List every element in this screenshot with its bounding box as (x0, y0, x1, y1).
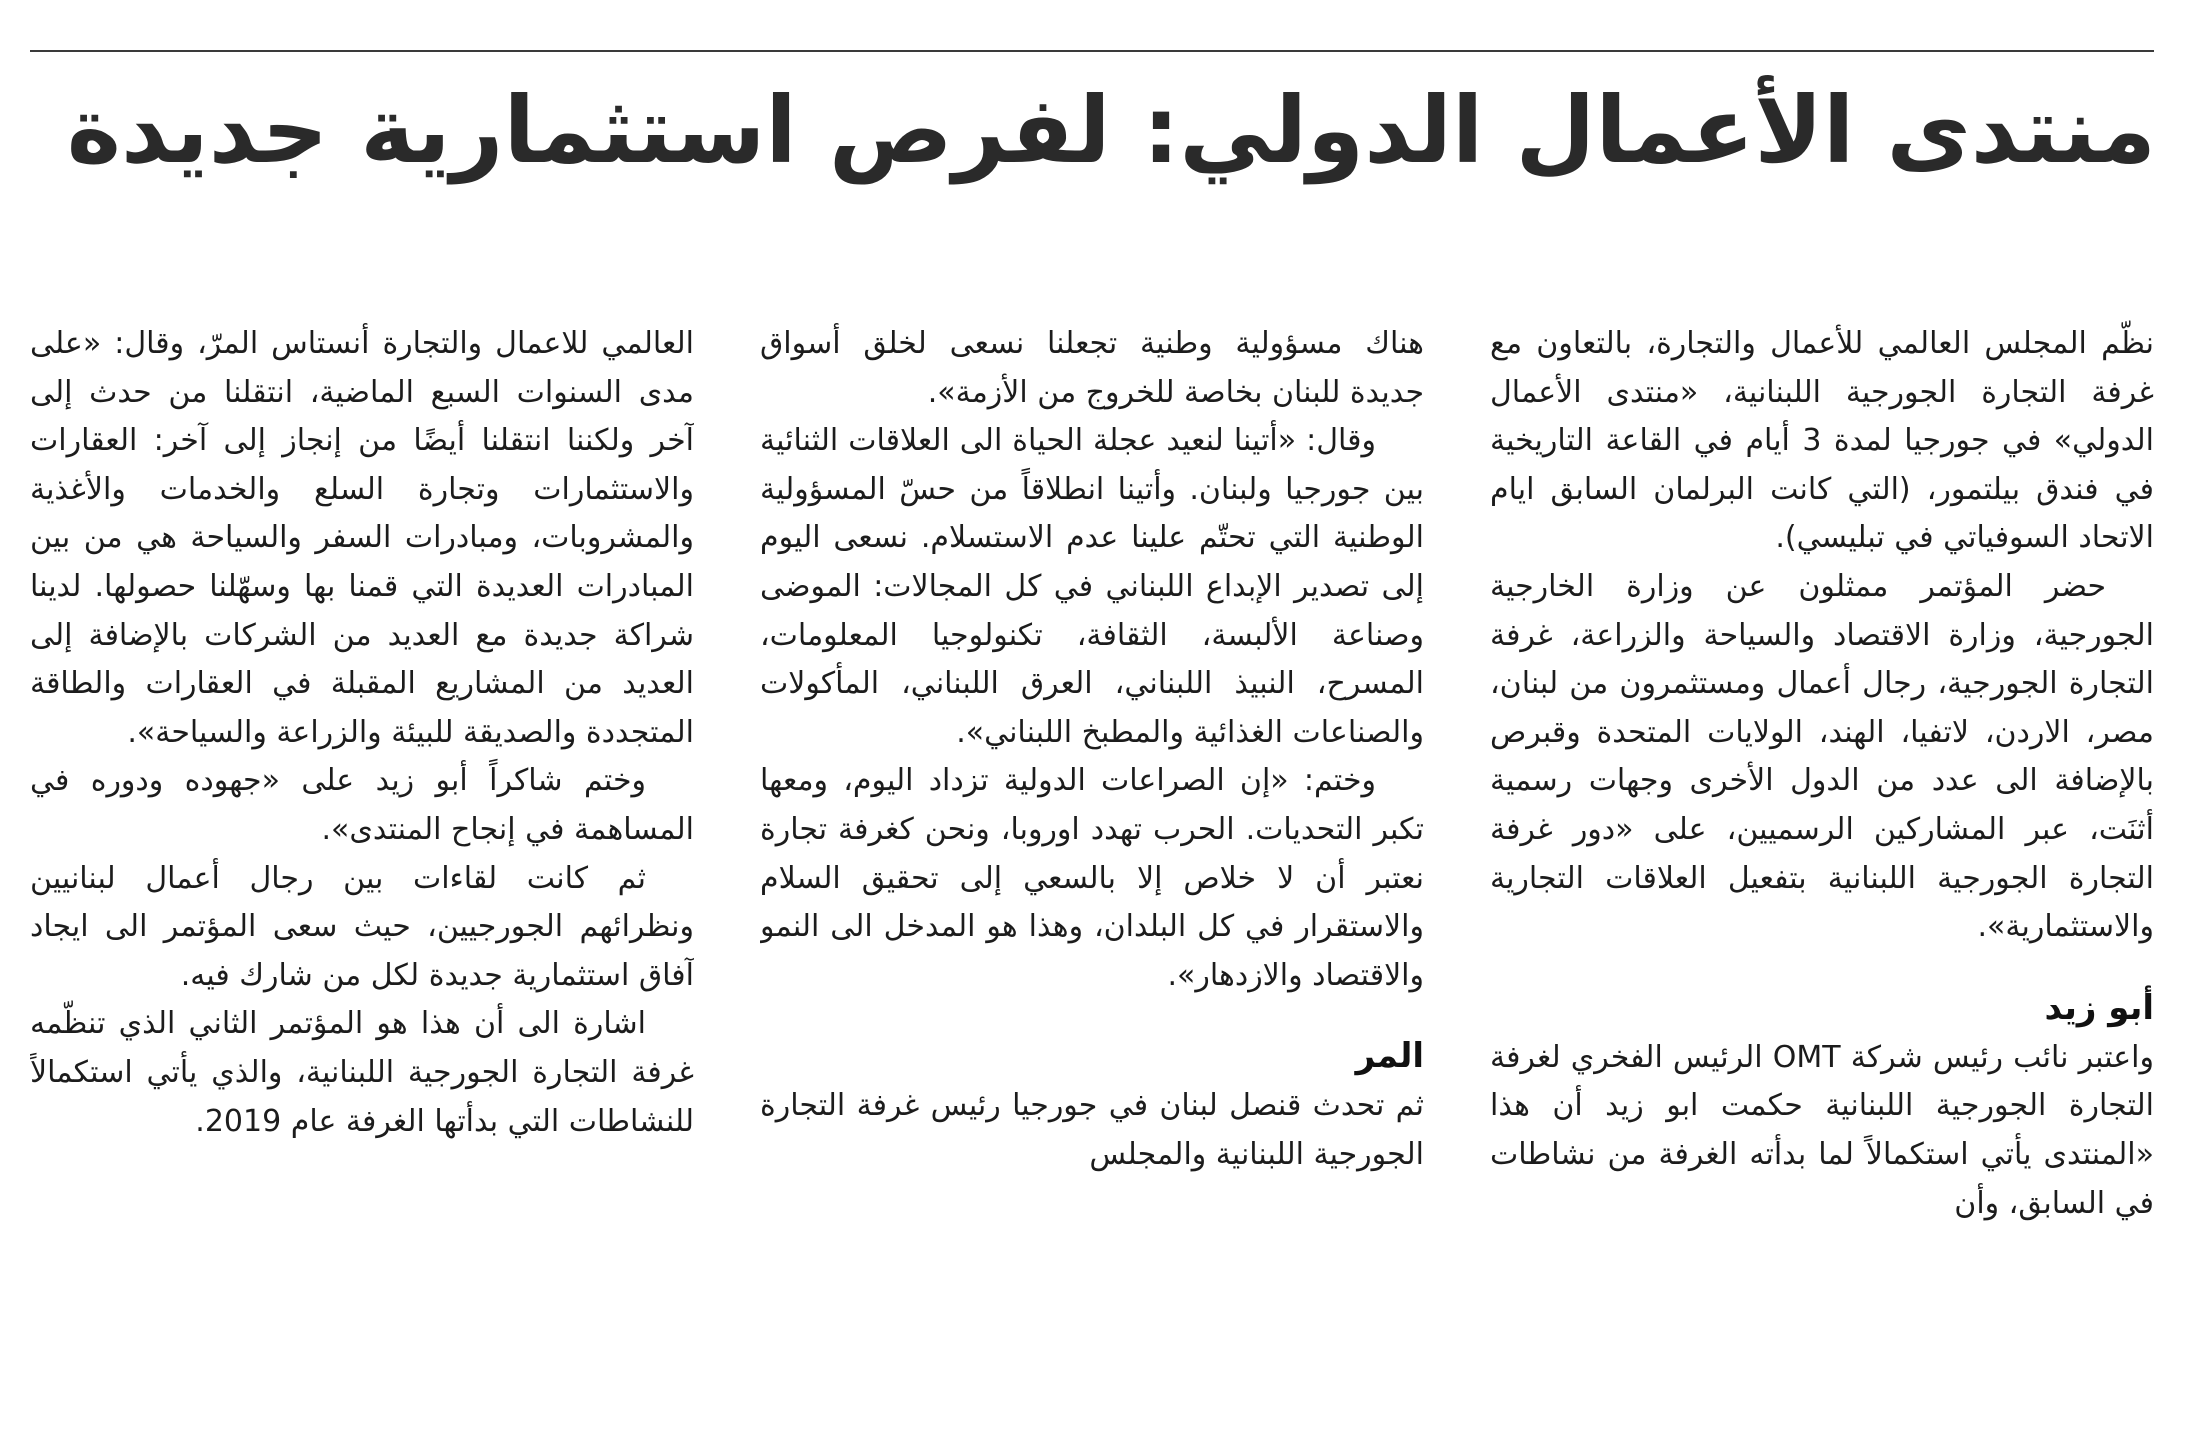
paragraph: اشارة الى أن هذا هو المؤتمر الثاني الذي تنظّمه غرفة التجارة الجورجية اللبنانية، والذي يأتي استكمالاً للنشاطات التي بدأتها الغرفة عام 2019. (30, 1006, 694, 1139)
article-headline: منتدى الأعمال الدولي: لفرص استثمارية جديدة (66, 77, 2156, 184)
paragraph: العالمي للاعمال والتجارة أنستاس المرّ، وقال: «على مدى السنوات السبع الماضية، انتقلنا من حدث إلى آخر ولكننا انتقلنا أيضًا من إنجاز إلى آخر: العقارات والاستثمارات وتجارة السلع والخدمات والأغذية والمشروبات، ومبادرات السفر والسياحة هي من بين المبادرات العديدة التي قمنا بها وسهّلنا حصولها. لدينا شراكة جديدة مع العديد من الشركات بالإضافة إلى العديد من المشاريع المقبلة في العقارات والطاقة المتجددة والصديقة للبيئة والزراعة والسياحة». (30, 326, 694, 750)
paragraph: حضر المؤتمر ممثلون عن وزارة الخارجية الجورجية، وزارة الاقتصاد والسياحة والزراعة، غرفة التجارة الجورجية، رجال أعمال ومستثمرون من لبنان، مصر، الاردن، لاتفيا، الهند، الولايات المتحدة وقبرص بالإضافة الى عدد من الدول الأخرى وجهات رسمية أثنَت، عبر المشاركين الرسميين، على «دور غرفة التجارة الجورجية اللبنانية بتفعيل العلاقات التجارية والاستثمارية». (1490, 568, 2154, 945)
paragraph: وختم: «إن الصراعات الدولية تزداد اليوم، ومعها تكبر التحديات. الحرب تهدد اوروبا، ونحن كغرفة تجارة نعتبر أن لا خلاص إلا بالسعي إلى تحقيق السلام والاستقرار في كل البلدان، وهذا هو المدخل الى النمو والاقتصاد والازدهار». (760, 763, 1424, 993)
paragraph: وختم شاكراً أبو زيد على «جهوده ودوره في المساهمة في إنجاح المنتدى». (30, 763, 694, 847)
paragraph: ثم كانت لقاءات بين رجال أعمال لبنانيين ونظرائهم الجورجيين، حيث سعى المؤتمر الى ايجاد آفاق استثمارية جديدة لكل من شارك فيه. (30, 860, 694, 993)
paragraph: وقال: «أتينا لنعيد عجلة الحياة الى العلاقات الثنائية بين جورجيا ولبنان. وأتينا انطلاقاً من حسّ المسؤولية الوطنية التي تحتّم علينا عدم الاستسلام. نسعى اليوم إلى تصدير الإبداع اللبناني في كل المجالات: الموضى وصناعة الألبسة، الثقافة، تكنولوجيا المعلومات، المسرح، النبيذ اللبناني، العرق اللبناني، المأكولات والصناعات الغذائية والمطبخ اللبناني». (760, 423, 1424, 750)
subheading-murr: المر (1355, 1036, 1424, 1077)
top-rule (30, 50, 2154, 52)
column-right (1490, 320, 2154, 1430)
subheading-abu-zeid: أبو زيد (2044, 987, 2154, 1028)
column-left (30, 320, 694, 1430)
paragraph: ثم تحدث قنصل لبنان في جورجيا رئيس غرفة التجارة الجورجية اللبنانية والمجلس (760, 1088, 1424, 1172)
paragraph: واعتبر نائب رئيس شركة OMT الرئيس الفخري لغرفة التجارة الجورجية اللبنانية حكمت ابو زيد أن هذا «المنتدى يأتي استكمالاً لما بدأته الغرفة من نشاطات في السابق، وأن (1490, 1039, 2154, 1221)
paragraph: هناك مسؤولية وطنية تجعلنا نسعى لخلق أسواق جديدة للبنان بخاصة للخروج من الأزمة». (760, 326, 1424, 410)
paragraph: نظّم المجلس العالمي للأعمال والتجارة، بالتعاون مع غرفة التجارة الجورجية اللبنانية، «منتدى الأعمال الدولي» في جورجيا لمدة 3 أيام في القاعة التاريخية في فندق بيلتمور، (التي كانت البرلمان السابق ايام الاتحاد السوفياتي في تبليسي). (1490, 326, 2154, 556)
column-middle (760, 320, 1424, 1430)
